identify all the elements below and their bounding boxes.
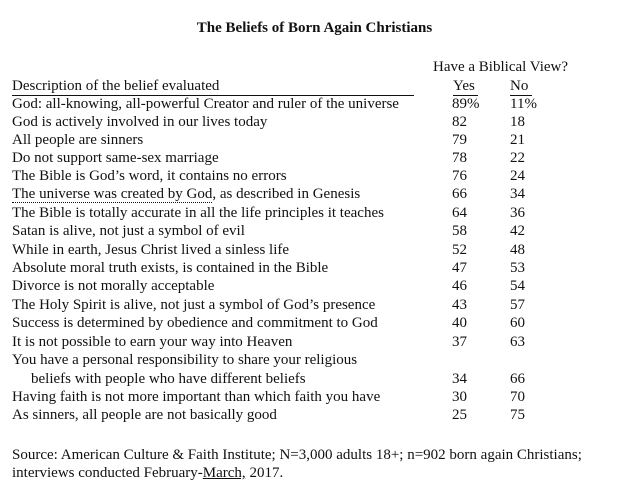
row-yes-value: 82 [452, 114, 467, 130]
row-description: God: all-knowing, all-powerful Creator and ruler of the universe [12, 96, 399, 112]
row-description: God is actively involved in our lives today [12, 114, 268, 130]
row-no-value: 60 [510, 315, 525, 331]
source-note [12, 446, 622, 482]
row-yes-value: 89% [452, 96, 480, 112]
row-description: Success is determined by obedience and commitment to God [12, 315, 378, 331]
row-yes-value: 79 [452, 132, 467, 148]
row-no-value: 42 [510, 223, 525, 239]
row-no-value: 57 [510, 297, 525, 313]
row-no-value: 22 [510, 150, 525, 166]
row-yes-value: 25 [452, 407, 467, 423]
row-no-value: 75 [510, 407, 525, 423]
row-description: As sinners, all people are not basically good [12, 407, 277, 423]
row-description [12, 186, 360, 203]
row-description: The Bible is God’s word, it contains no errors [12, 168, 287, 184]
row-yes-value: 64 [452, 205, 467, 221]
row-description-line2: beliefs with people who have different beliefs [31, 371, 306, 387]
row-no-value: 34 [510, 186, 525, 202]
source-line-1: Source: American Culture & Faith Institute; N=3,000 adults 18+; n=902 born again Christians; [12, 447, 582, 463]
source-line-2-end: 2017. [245, 465, 284, 481]
row-description-line1: You have a personal responsibility to share your religious [12, 352, 358, 368]
source-line-2 [12, 464, 622, 482]
row-yes-value: 78 [452, 150, 467, 166]
row-description: The Holy Spirit is alive, not just a symbol of God’s presence [12, 297, 376, 313]
table-title: The Beliefs of Born Again Christians [196, 20, 433, 36]
column-group-header: Have a Biblical View? [433, 59, 569, 75]
row-yes-value: 34 [452, 371, 467, 387]
source-line-2-underlined: March, [202, 465, 246, 481]
row-no-value: 54 [510, 278, 525, 294]
row-yes-value: 43 [452, 297, 467, 313]
source-line-2-start: interviews conducted February- [12, 465, 203, 481]
row-yes-value: 58 [452, 223, 467, 239]
row-yes-value: 47 [452, 260, 467, 276]
row-no-value: 63 [510, 334, 525, 350]
row-description: The Bible is totally accurate in all the life principles it teaches [12, 205, 384, 221]
row-no-value: 21 [510, 132, 525, 148]
description-column-header: Description of the belief evaluated [12, 78, 414, 96]
row-description: It is not possible to earn your way into Heaven [12, 334, 293, 350]
row-yes-value: 66 [452, 186, 467, 202]
row-description: While in earth, Jesus Christ lived a sinless life [12, 242, 290, 258]
row-yes-value: 52 [452, 242, 467, 258]
row-no-value: 53 [510, 260, 525, 276]
row-yes-value: 30 [452, 389, 467, 405]
row-no-value: 70 [510, 389, 525, 405]
row-description: Satan is alive, not just a symbol of evil [12, 223, 245, 239]
row-no-value: 24 [510, 168, 525, 184]
row-yes-value: 40 [452, 315, 467, 331]
row-description: Do not support same-sex marriage [12, 150, 219, 166]
row-no-value: 11% [510, 96, 537, 112]
row-description: Absolute moral truth exists, is contained in the Bible [12, 260, 329, 276]
row-description: Having faith is not more important than which faith you have [12, 389, 381, 405]
row-no-value: 48 [510, 242, 525, 258]
no-column-header: No [510, 78, 532, 96]
row-no-value: 66 [510, 371, 525, 387]
row-no-value: 36 [510, 205, 525, 221]
row-yes-value: 76 [452, 168, 467, 184]
row-description: All people are sinners [12, 132, 144, 148]
row-description-rest: , as described in Genesis [212, 186, 361, 202]
row-yes-value: 46 [452, 278, 467, 294]
row-yes-value: 37 [452, 334, 467, 350]
yes-column-header: Yes [453, 78, 478, 96]
row-description: Divorce is not morally acceptable [12, 278, 215, 294]
row-no-value: 18 [510, 114, 525, 130]
row-description-marked: The universe was created by God [12, 186, 213, 202]
